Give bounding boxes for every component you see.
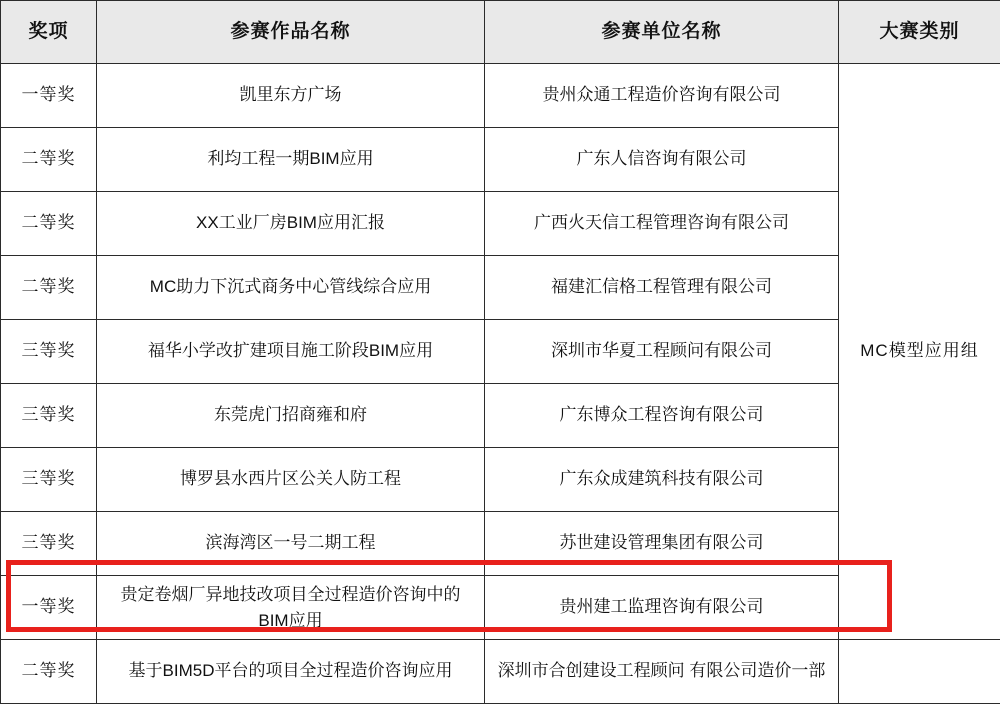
cell-unit: 广东众成建筑科技有限公司 — [485, 448, 839, 512]
cell-work: XX工业厂房BIM应用汇报 — [97, 192, 485, 256]
table-row — [1, 640, 1000, 704]
cell-work — [97, 576, 485, 640]
cell-unit: 福建汇信格工程管理有限公司 — [485, 256, 839, 320]
cell-unit: 贵州建工监理咨询有限公司 — [485, 576, 839, 640]
cell-award: 三等奖 — [1, 320, 97, 384]
table-header — [1, 1, 1000, 64]
cell-unit: 广东博众工程咨询有限公司 — [485, 384, 839, 448]
cell-work: 福华小学改扩建项目施工阶段BIM应用 — [97, 320, 485, 384]
cell-work: 利均工程一期BIM应用 — [97, 128, 485, 192]
cell-award: 二等奖 — [1, 256, 97, 320]
cell-work: 博罗县水西片区公关人防工程 — [97, 448, 485, 512]
cell-unit: 广西火天信工程管理咨询有限公司 — [485, 192, 839, 256]
cell-category-empty — [839, 640, 1000, 704]
column-header-unit: 参赛单位名称 — [485, 1, 839, 64]
cell-work-line1: 贵定卷烟厂异地技改项目全过程造价咨询中的 — [103, 582, 478, 608]
cell-work: 滨海湾区一号二期工程 — [97, 512, 485, 576]
column-header-work: 参赛作品名称 — [97, 1, 485, 64]
cell-work: 东莞虎门招商雍和府 — [97, 384, 485, 448]
cell-work: MC助力下沉式商务中心管线综合应用 — [97, 256, 485, 320]
table-header-row — [1, 1, 1000, 64]
cell-unit: 深圳市合创建设工程顾问 有限公司造价一部 — [485, 640, 839, 704]
cell-award: 三等奖 — [1, 384, 97, 448]
cell-work: 基于BIM5D平台的项目全过程造价咨询应用 — [97, 640, 485, 704]
cell-award: 二等奖 — [1, 640, 97, 704]
cell-award: 一等奖 — [1, 64, 97, 128]
table-row — [1, 64, 1000, 128]
cell-work: 凯里东方广场 — [97, 64, 485, 128]
cell-award: 三等奖 — [1, 512, 97, 576]
cell-award: 一等奖 — [1, 576, 97, 640]
table-body — [1, 64, 1000, 704]
column-header-category: 大赛类别 — [839, 1, 1000, 64]
column-header-award: 奖项 — [1, 1, 97, 64]
cell-award: 二等奖 — [1, 192, 97, 256]
cell-unit: 苏世建设管理集团有限公司 — [485, 512, 839, 576]
cell-work-line2: BIM应用 — [103, 608, 478, 634]
cell-category-group: MC模型应用组 — [839, 64, 1000, 640]
cell-unit: 深圳市华夏工程顾问有限公司 — [485, 320, 839, 384]
cell-unit: 贵州众通工程造价咨询有限公司 — [485, 64, 839, 128]
cell-unit: 广东人信咨询有限公司 — [485, 128, 839, 192]
cell-award: 三等奖 — [1, 448, 97, 512]
cell-award: 二等奖 — [1, 128, 97, 192]
